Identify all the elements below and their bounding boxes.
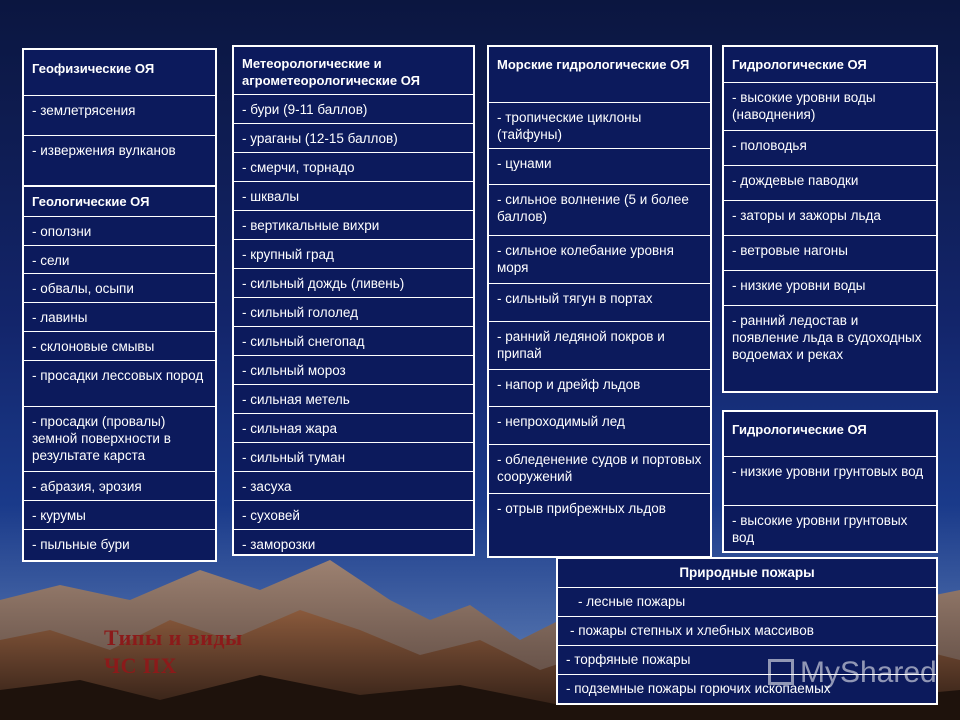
geological-item: - обвалы, осыпи: [24, 274, 215, 303]
marine-item: - тропические циклоны (тайфуны): [489, 103, 710, 149]
geological-item: - оползни: [24, 217, 215, 246]
geological-header: Геологические ОЯ: [24, 187, 215, 217]
hydro-item: - ранний ледостав и появление льда в судоходных водоемах и реках: [732, 313, 922, 362]
geological-item: - сели: [24, 246, 215, 274]
geological-item: - просадки лессовых пород: [24, 361, 215, 407]
geological-item: - склоновые смывы: [24, 332, 215, 361]
hydro-item: - ветровые нагоны: [724, 236, 936, 271]
marine-item: - обледенение судов и портовых сооружений: [489, 445, 710, 494]
meteo-item: - крупный град: [234, 240, 473, 269]
meteo-item: - вертикальные вихри: [234, 211, 473, 240]
meteo-item: - ураганы (12-15 баллов): [234, 124, 473, 153]
fires-item: - пожары степных и хлебных массивов: [558, 617, 936, 646]
hydro-item: - высокие уровни воды (наводнения): [724, 83, 936, 131]
slide-title: Типы и виды ЧС ПХ: [104, 625, 243, 678]
meteo-item: - шквалы: [234, 182, 473, 211]
fires-item: - лесные пожары: [558, 588, 936, 617]
marine-item: - сильный тягун в портах: [489, 284, 710, 322]
watermark: [768, 656, 937, 690]
watermark-icon: [768, 659, 794, 685]
hydro-item: - дождевые паводки: [724, 166, 936, 201]
hydro-header: Гидрологические ОЯ: [724, 47, 936, 83]
meteo-item: - сильная метель: [234, 385, 473, 414]
meteo-item: - сильный снегопад: [234, 327, 473, 356]
meteo-item: - бури (9-11 баллов): [234, 95, 473, 124]
marine-item: - напор и дрейф льдов: [489, 370, 710, 407]
meteo-item: - сильная жара: [234, 414, 473, 443]
geological-item: - просадки (провалы) земной поверхности в результате карста: [24, 407, 215, 472]
marine-item: - отрыв прибрежных льдов: [497, 501, 666, 516]
geological-table: [22, 185, 217, 562]
geophysical-item: - землетрясения: [24, 96, 215, 136]
hydro-item: - заторы и зажоры льда: [724, 201, 936, 236]
geological-item: - пыльные бури: [32, 537, 130, 552]
groundwater-table: [722, 410, 938, 553]
geophysical-item: - извержения вулканов: [32, 143, 176, 158]
marine-item: - цунами: [489, 149, 710, 185]
hydro-table: [722, 45, 938, 393]
watermark-text: MyShared: [800, 656, 937, 689]
geological-item: - лавины: [24, 303, 215, 332]
marine-item: - сильное волнение (5 и более баллов): [489, 185, 710, 236]
meteo-item: - сильный мороз: [234, 356, 473, 385]
marine-item: - непроходимый лед: [489, 407, 710, 445]
hydro-item: - низкие уровни воды: [724, 271, 936, 306]
groundwater-item: - низкие уровни грунтовых вод: [724, 457, 936, 506]
meteo-item: - заморозки: [242, 537, 316, 552]
marine-table: [487, 45, 712, 558]
meteo-item: - засуха: [234, 472, 473, 501]
marine-header: Морские гидрологические ОЯ: [489, 47, 710, 103]
meteo-item: - суховей: [234, 501, 473, 530]
fires-item: - торфяные пожары: [558, 646, 936, 675]
groundwater-header: Гидрологические ОЯ: [724, 412, 936, 457]
geophysical-header: Геофизические ОЯ: [24, 50, 215, 96]
geological-item: - курумы: [24, 501, 215, 530]
groundwater-item: - высокие уровни грунтовых вод: [732, 513, 908, 545]
geological-item: - абразия, эрозия: [24, 472, 215, 501]
meteo-table: [232, 45, 475, 556]
meteo-item: - сильный туман: [234, 443, 473, 472]
fires-item: - подземные пожары горючих ископаемых: [566, 681, 831, 696]
meteo-item: - сильный дождь (ливень): [234, 269, 473, 298]
marine-item: - ранний ледяной покров и припай: [489, 322, 710, 370]
hydro-item: - половодья: [724, 131, 936, 166]
meteo-item: - смерчи, торнадо: [234, 153, 473, 182]
meteo-item: - сильный гололед: [234, 298, 473, 327]
geophysical-table: [22, 48, 217, 188]
fires-header: Природные пожары: [558, 559, 936, 588]
meteo-header: Метеорологические и агрометеорологические ОЯ: [234, 47, 473, 95]
marine-item: - сильное колебание уровня моря: [489, 236, 710, 284]
